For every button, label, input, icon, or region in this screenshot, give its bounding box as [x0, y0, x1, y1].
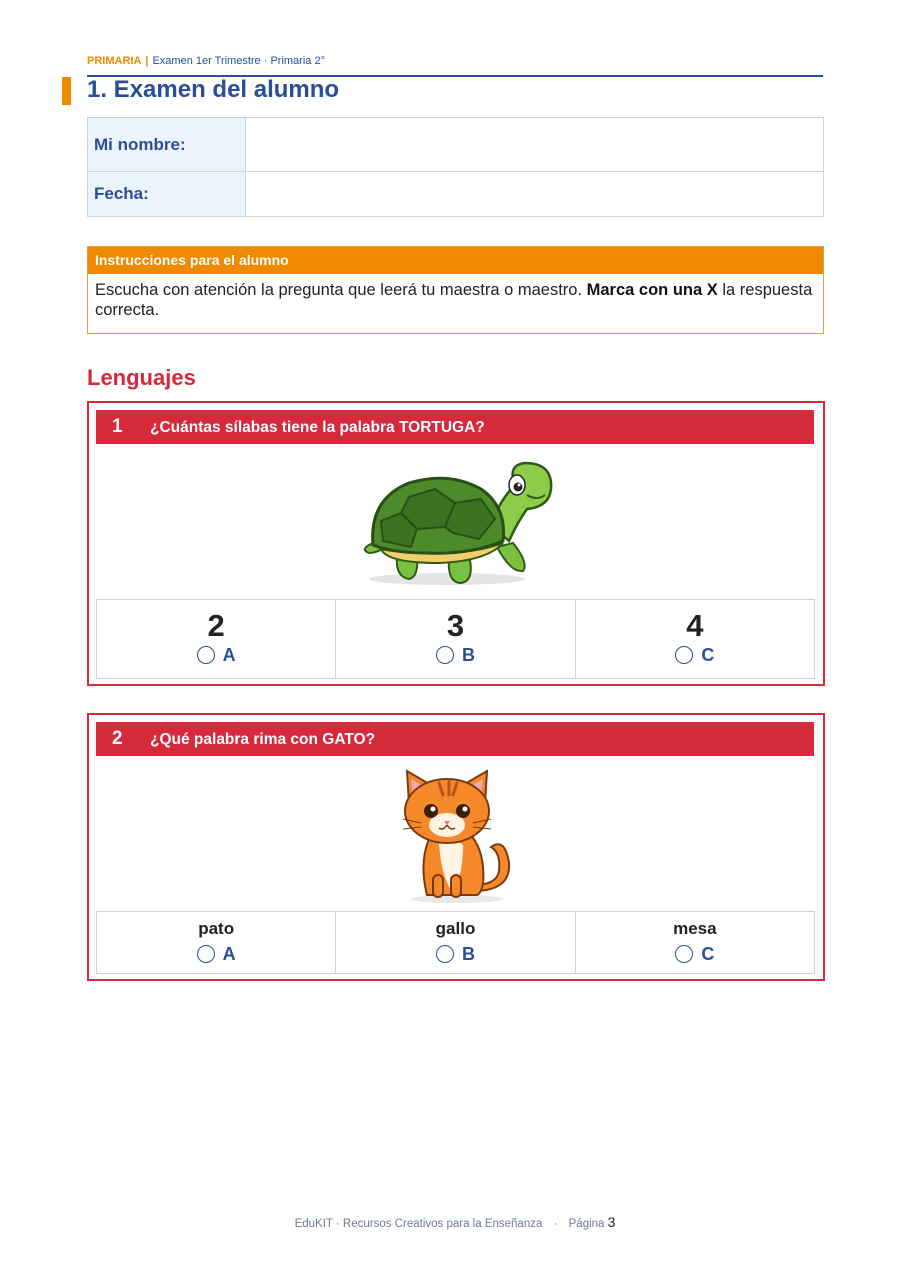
- date-field[interactable]: [246, 172, 824, 217]
- instructions-text-before: Escucha con atención la pregunta que leerá tu maestra o maestro.: [95, 281, 583, 299]
- cat-illustration-icon: [399, 767, 515, 905]
- option-c-value: mesa: [673, 919, 717, 938]
- option-b[interactable]: [336, 912, 575, 974]
- instructions-box: [87, 246, 824, 334]
- radio-circle-icon[interactable]: [675, 945, 693, 963]
- title-accent-bar: [62, 77, 71, 105]
- footer-dot: ·: [553, 1218, 558, 1230]
- page-header: [87, 53, 823, 77]
- option-a-value: 2: [207, 608, 225, 643]
- question-1-options: [96, 599, 815, 679]
- question-1-box: [87, 401, 825, 686]
- option-c-letter: C: [701, 645, 715, 665]
- radio-circle-icon[interactable]: [197, 945, 215, 963]
- instructions-heading: Instrucciones para el alumno: [88, 247, 823, 274]
- question-2-header: [96, 722, 814, 756]
- header-separator: |: [145, 55, 149, 67]
- instructions-text-after: la respuesta correcta.: [95, 281, 813, 319]
- name-label: Mi nombre:: [88, 118, 246, 172]
- student-info-table: [87, 117, 824, 217]
- date-label: Fecha:: [88, 172, 246, 217]
- option-b-letter: B: [461, 944, 475, 964]
- option-c[interactable]: [575, 912, 814, 974]
- option-a-letter: A: [222, 645, 236, 665]
- instructions-text-bold: Marca con una X: [586, 281, 718, 299]
- radio-circle-icon[interactable]: [436, 945, 454, 963]
- radio-circle-icon[interactable]: [675, 646, 693, 664]
- section-title: Lenguajes: [87, 365, 196, 390]
- page-footer: [0, 1214, 910, 1230]
- option-c[interactable]: [575, 600, 814, 679]
- radio-circle-icon[interactable]: [197, 646, 215, 664]
- question-2-options: [96, 911, 815, 974]
- question-2-number: 2: [112, 728, 123, 749]
- header-brand: PRIMARIA: [87, 55, 142, 67]
- option-a[interactable]: [97, 600, 336, 679]
- option-b-value: 3: [446, 608, 465, 643]
- question-2-box: [87, 713, 825, 981]
- option-b-letter: B: [461, 645, 475, 665]
- header-subtitle: Examen 1er Trimestre · Primaria 2°: [152, 55, 325, 67]
- option-b-value: gallo: [435, 919, 476, 938]
- instructions-text: [88, 274, 823, 333]
- radio-circle-icon[interactable]: [436, 646, 454, 664]
- page-title: 1. Examen del alumno: [87, 76, 340, 103]
- option-a[interactable]: [97, 912, 336, 974]
- footer-text: EduKIT · Recursos Creativos para la Enseñanza: [294, 1218, 543, 1230]
- question-2-text: ¿Qué palabra rima con GATO?: [150, 731, 376, 748]
- turtle-illustration-icon: [357, 455, 557, 591]
- footer-page-label: Página: [568, 1218, 605, 1230]
- name-field[interactable]: [246, 118, 824, 172]
- footer-page-number: 3: [607, 1214, 616, 1230]
- question-1-number: 1: [112, 416, 123, 437]
- question-1-text: ¿Cuántas sílabas tiene la palabra TORTUGA?: [150, 419, 485, 436]
- option-c-letter: C: [701, 944, 715, 964]
- question-1-header: [96, 410, 814, 444]
- option-a-value: pato: [198, 919, 235, 938]
- option-c-value: 4: [686, 608, 704, 643]
- option-b[interactable]: [336, 600, 575, 679]
- option-a-letter: A: [222, 944, 236, 964]
